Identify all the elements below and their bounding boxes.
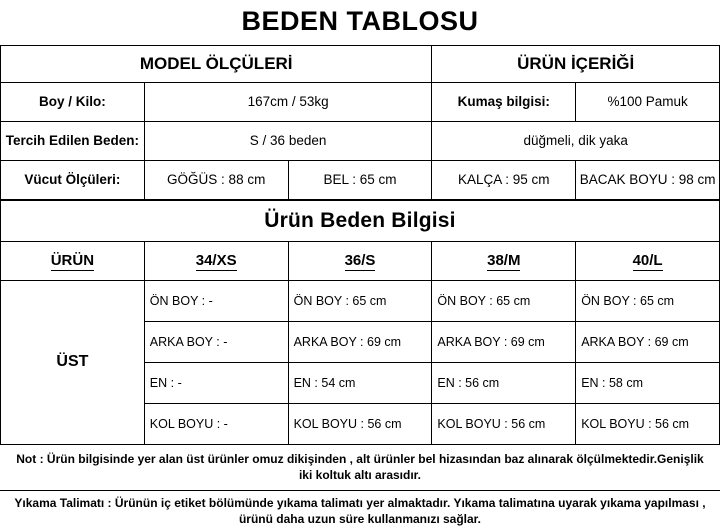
width-34xs: EN : -: [144, 362, 288, 403]
washing-instruction-note: Yıkama Talimatı : Ürünün iç etiket bölümünde yıkama talimatı yer almaktadır. Yıkama talimatına uyarak yıkama yapılması , ürünü daha uzun süre kullanmanızı sağlar.: [14, 496, 706, 527]
fabric-info-value: %100 Pamuk: [576, 82, 720, 121]
fabric-info-label: Kumaş bilgisi:: [432, 82, 576, 121]
product-size-table: [0, 200, 720, 445]
column-header-38m-label: 38/M: [487, 252, 521, 270]
column-header-34xs: [144, 241, 288, 280]
back-length-36s: ARKA BOY : 69 cm: [288, 321, 432, 362]
column-header-36s: [288, 241, 432, 280]
body-measurements-label: Vücut Ölçüleri:: [1, 160, 145, 199]
sleeve-length-36s: KOL BOYU : 56 cm: [288, 403, 432, 444]
height-weight-value: 167cm / 53kg: [144, 82, 432, 121]
back-length-34xs: ARKA BOY : -: [144, 321, 288, 362]
front-length-40l: ÖN BOY : 65 cm: [576, 280, 720, 321]
column-header-product: [1, 241, 145, 280]
width-38m: EN : 56 cm: [432, 362, 576, 403]
row-label-ust: ÜST: [1, 280, 145, 444]
product-detail-value: düğmeli, dik yaka: [432, 121, 720, 160]
sleeve-length-34xs: KOL BOYU : -: [144, 403, 288, 444]
leg-length-measurement: BACAK BOYU : 98 cm: [576, 160, 720, 199]
model-measurements-table: [0, 45, 720, 200]
column-header-40l: [576, 241, 720, 280]
preferred-size-label: Tercih Edilen Beden:: [1, 121, 145, 160]
preferred-size-value: S / 36 beden: [144, 121, 432, 160]
table-row: [1, 160, 720, 199]
chest-measurement: GÖĞÜS : 88 cm: [144, 160, 288, 199]
column-header-40l-label: 40/L: [632, 252, 663, 270]
product-size-section-title: Ürün Beden Bilgisi: [1, 200, 720, 241]
column-header-34xs-label: 34/XS: [195, 252, 237, 270]
back-length-40l: ARKA BOY : 69 cm: [576, 321, 720, 362]
product-content-header: ÜRÜN İÇERİĞİ: [432, 45, 720, 82]
front-length-34xs: ÖN BOY : -: [144, 280, 288, 321]
table-row: [1, 82, 720, 121]
page-title: BEDEN TABLOSU: [241, 6, 479, 36]
column-header-row: [1, 241, 720, 280]
column-header-product-label: ÜRÜN: [50, 252, 95, 270]
model-measurements-header: MODEL ÖLÇÜLERİ: [1, 45, 432, 82]
sleeve-length-38m: KOL BOYU : 56 cm: [432, 403, 576, 444]
width-36s: EN : 54 cm: [288, 362, 432, 403]
column-header-36s-label: 36/S: [344, 252, 376, 270]
sleeve-length-40l: KOL BOYU : 56 cm: [576, 403, 720, 444]
front-length-36s: ÖN BOY : 65 cm: [288, 280, 432, 321]
height-weight-label: Boy / Kilo:: [1, 82, 145, 121]
section-title-row: [1, 200, 720, 241]
front-length-38m: ÖN BOY : 65 cm: [432, 280, 576, 321]
table-row: [1, 121, 720, 160]
waist-measurement: BEL : 65 cm: [288, 160, 432, 199]
measurement-note: Not : Ürün bilgisinde yer alan üst ürünler omuz dikişinden , alt ürünler bel hizasından baz alınarak ölçülmektedir.Genişlik iki koltuk altı arasıdır.: [16, 451, 704, 482]
width-40l: EN : 58 cm: [576, 362, 720, 403]
back-length-38m: ARKA BOY : 69 cm: [432, 321, 576, 362]
table-header-row: [1, 45, 720, 82]
hip-measurement: KALÇA : 95 cm: [432, 160, 576, 199]
column-header-38m: [432, 241, 576, 280]
table-row: [1, 280, 720, 321]
